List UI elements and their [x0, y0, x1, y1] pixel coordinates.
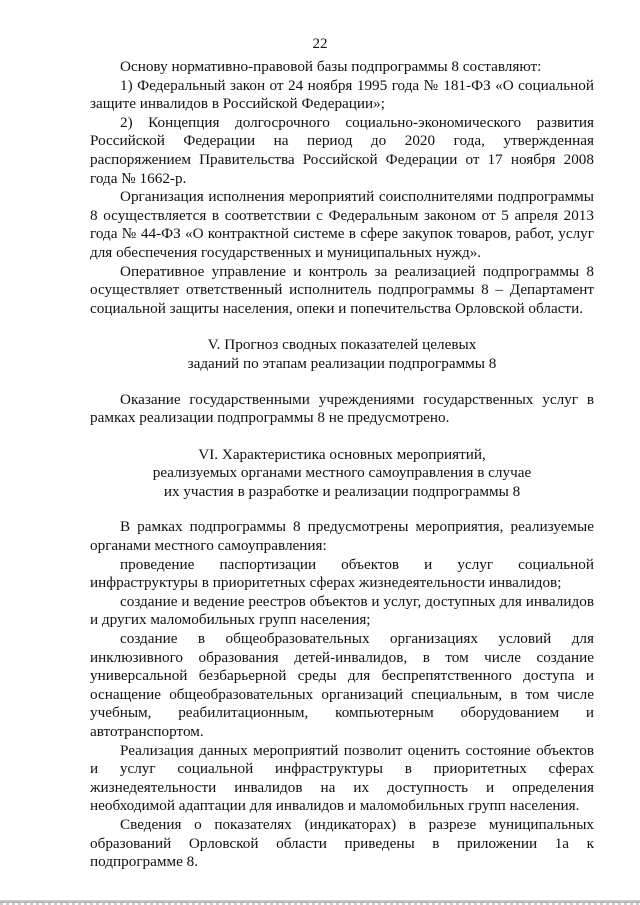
paragraph-operational-management: Оперативное управление и контроль за реализацией подпрограммы 8 осуществляет ответственный исполнитель подпрограммы 8 – Департамент социальной защиты населения, опеки и попечительства Орловской области.: [90, 262, 594, 317]
list-item-certification: проведение паспортизации объектов и услуг социальной инфраструктуры в приоритетных сферах жизнедеятельности инвалидов;: [90, 555, 594, 592]
list-item-inclusive-education: создание в общеобразовательных организациях условий для инклюзивного образования детей-инвалидов, в том числе создание универсальной безбарьерной среды для беспрепятственного доступа и оснащение общеобразовательных организаций специальным, в том числе учебным, реабилитационным, компьютерным оборудованием и автотранспортом.: [90, 630, 594, 740]
paragraph-federal-law-181: 1) Федеральный закон от 24 ноября 1995 года № 181-ФЗ «О социальной защите инвалидов в Российской Федерации»;: [90, 76, 594, 113]
paragraph-indicators-reference: Сведения о показателях (индикаторах) в разрезе муниципальных образований Орловской области приведены в приложении 1а к подпрограмме 8.: [90, 815, 594, 871]
section-v-heading-line-1: V. Прогноз сводных показателей целевых: [207, 336, 477, 354]
page-number: 22: [312, 36, 328, 52]
paragraph-development-concept: 2) Концепция долгосрочного социально-экономического развития Российской Федерации на период до 2020 года, утвержденная распоряжением Правительства Российской Федерации от 17 ноября 2008 года № 1662-р.: [90, 113, 594, 187]
section-v-heading: [90, 336, 594, 373]
paragraph-implementation-result: Реализация данных мероприятий позволит оценить состояние объектов и услуг социальной инфраструктуры в приоритетных сферах жизнедеятельности инвалидов на их доступность и определения необходимой адаптации для инвалидов и маломобильных групп населения.: [90, 741, 594, 815]
section-vi-heading-line-1: VI. Характеристика основных мероприятий,: [198, 445, 486, 463]
section-vi-heading-line-2: реализуемых органами местного самоуправления в случае: [152, 464, 532, 482]
list-item-registers: создание и ведение реестров объектов и услуг, доступных для инвалидов и других маломобильных групп населения;: [90, 592, 594, 629]
document-body: [90, 58, 594, 872]
paragraph-state-services: Оказание государственными учреждениями государственных услуг в рамках реализации подпрограммы 8 не предусмотрено.: [90, 390, 594, 427]
paragraph-legal-basis-intro: Основу нормативно-правовой базы подпрограммы 8 составляют:: [120, 58, 542, 75]
paragraph-organization-execution: Организация исполнения мероприятий соисполнителями подпрограммы 8 осуществляется в соответствии с Федеральным законом от 5 апреля 2013 года № 44-ФЗ «О контрактной системе в сфере закупок товаров, работ, услуг для обеспечения государственных и муниципальных нужд».: [90, 188, 594, 261]
section-vi-heading: [90, 446, 594, 502]
section-v-heading-line-2: заданий по этапам реализации подпрограммы 8: [187, 354, 497, 372]
section-vi-heading-line-3: их участия в разработке и реализации подпрограммы 8: [163, 482, 521, 500]
paragraph-local-measures-intro: В рамках подпрограммы 8 предусмотрены мероприятия, реализуемые органами местного самоуправления:: [90, 518, 594, 555]
